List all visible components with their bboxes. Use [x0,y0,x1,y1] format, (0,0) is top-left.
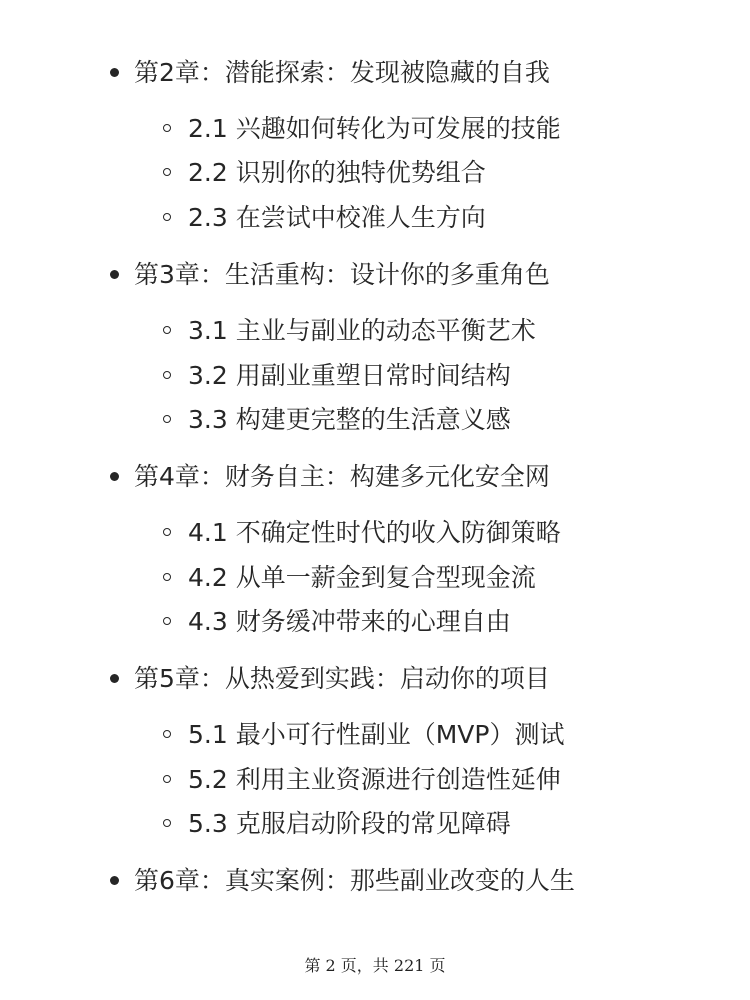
bullet-circle-icon [163,415,171,423]
chapter-title: 第3章：生活重构：设计你的多重角色 [134,260,550,289]
section-title: 4.1 不确定性时代的收入防御策略 [188,518,561,547]
section-title: 5.3 克服启动阶段的常见障碍 [188,809,511,838]
section-title: 5.2 利用主业资源进行创造性延伸 [188,765,561,794]
section-title: 3.1 主业与副业的动态平衡艺术 [188,316,536,345]
bullet-circle-icon [163,775,171,783]
chapter-title: 第2章：潜能探索：发现被隐藏的自我 [134,58,550,87]
bullet-circle-icon [163,371,171,379]
bullet-circle-icon [163,213,171,221]
bullet-circle-icon [163,573,171,581]
chapter-title: 第4章：财务自主：构建多元化安全网 [134,462,550,491]
bullet-circle-icon [163,124,171,132]
section-title: 3.3 构建更完整的生活意义感 [188,405,511,434]
bullet-disc-icon [110,270,119,279]
bullet-disc-icon [110,876,119,885]
section-title: 4.2 从单一薪金到复合型现金流 [188,563,536,592]
bullet-circle-icon [163,730,171,738]
section-title: 2.1 兴趣如何转化为可发展的技能 [188,114,561,143]
bullet-circle-icon [163,326,171,334]
section-title: 3.2 用副业重塑日常时间结构 [188,361,511,390]
section-title: 2.3 在尝试中校准人生方向 [188,203,486,232]
bullet-circle-icon [163,528,171,536]
bullet-disc-icon [110,674,119,683]
bullet-disc-icon [110,68,119,77]
section-title: 2.2 识别你的独特优势组合 [188,158,486,187]
page-number-footer: 第 2 页，共 221 页 [304,956,446,975]
section-title: 5.1 最小可行性副业（MVP）测试 [188,720,565,749]
bullet-disc-icon [110,472,119,481]
chapter-title: 第5章：从热爱到实践：启动你的项目 [134,664,550,693]
chapter-title: 第6章：真实案例：那些副业改变的人生 [134,866,575,895]
section-title: 4.3 财务缓冲带来的心理自由 [188,607,511,636]
bullet-circle-icon [163,168,171,176]
bullet-circle-icon [163,617,171,625]
bullet-circle-icon [163,819,171,827]
